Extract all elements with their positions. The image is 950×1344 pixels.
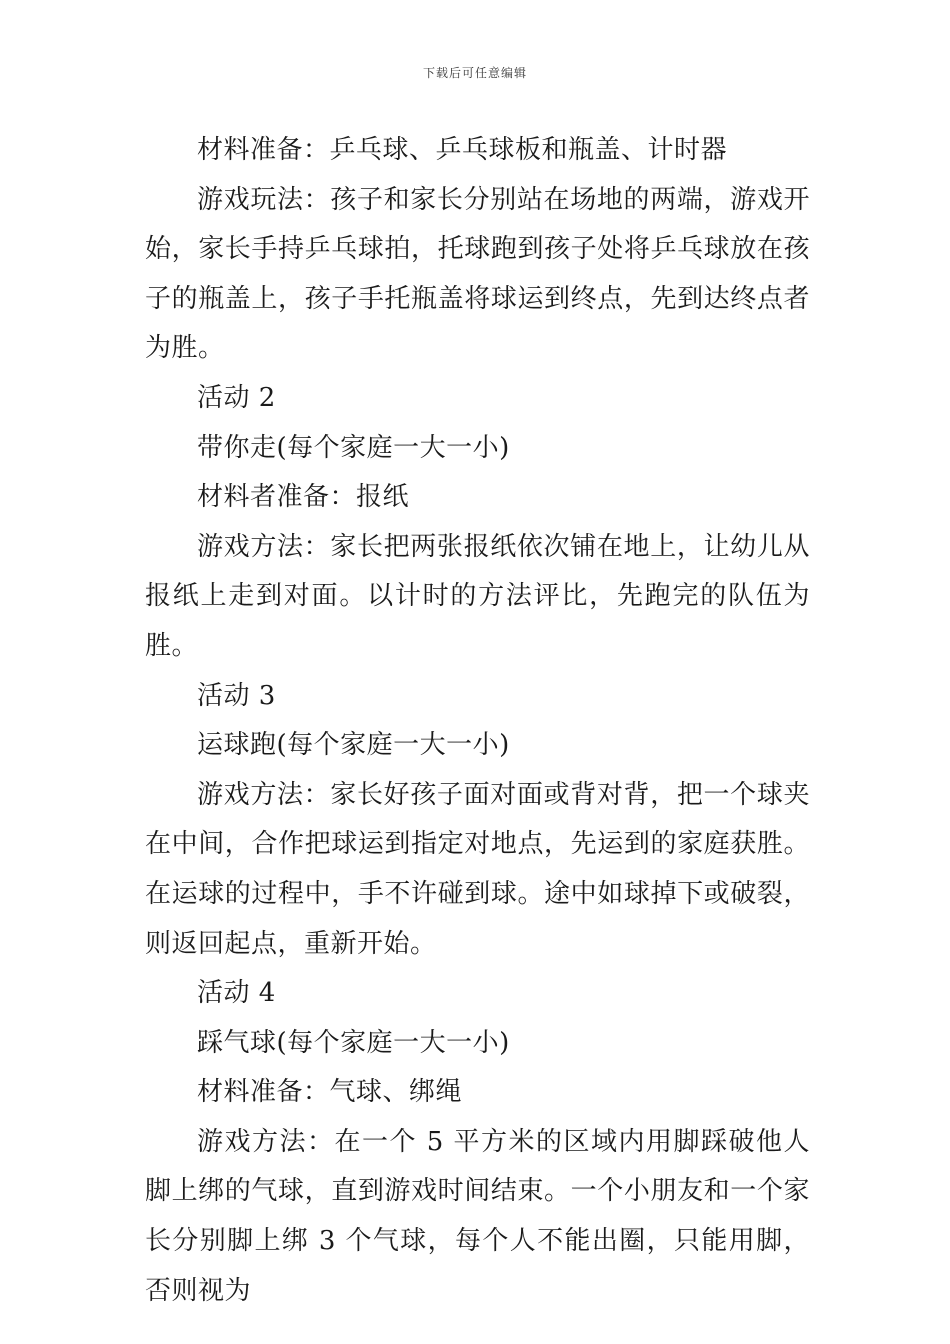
activity-4-method: 游戏方法：在一个 5 平方米的区域内用脚踩破他人脚上绑的气球，直到游戏时间结束。一个小朋友和一个家长分别脚上绑 3 个气球，每个人不能出圈，只能用脚，否则视为	[145, 1126, 810, 1306]
activity-2-heading: 活动 2	[197, 382, 276, 413]
activity-3-title: 运球跑(每个家庭一大一小)	[197, 730, 510, 761]
activity-3-method: 游戏方法：家长好孩子面对面或背对背，把一个球夹在中间，合作把球运到指定对地点，先运到的家庭获胜。在运球的过程中，手不许碰到球。途中如球掉下或破裂，则返回起点，重新开始。	[145, 779, 810, 959]
materials-paragraph-1: 材料准备：乒乓球、乒乓球板和瓶盖、计时器	[197, 135, 728, 165]
document-body	[145, 126, 810, 1316]
activity-4-title: 踩气球(每个家庭一大一小)	[197, 1027, 510, 1058]
activity-3-heading: 活动 3	[197, 680, 276, 711]
page-header-note: 下载后可任意编辑	[422, 66, 527, 80]
activity-4-heading: 活动 4	[197, 978, 276, 1009]
gameplay-paragraph-1: 游戏玩法：孩子和家长分别站在场地的两端，游戏开始，家长手持乒乓球拍，托球跑到孩子处将乒乓球放在孩子的瓶盖上，孩子手托瓶盖将球运到终点，先到达终点者为胜。	[145, 184, 810, 364]
activity-2-materials: 材料者准备：报纸	[197, 482, 410, 513]
activity-2-method: 游戏方法：家长把两张报纸依次铺在地上，让幼儿从报纸上走到对面。以计时的方法评比，先跑完的队伍为胜。	[145, 531, 810, 661]
activity-4-materials: 材料准备：气球、绑绳	[197, 1077, 463, 1108]
activity-2-title: 带你走(每个家庭一大一小)	[197, 432, 510, 463]
